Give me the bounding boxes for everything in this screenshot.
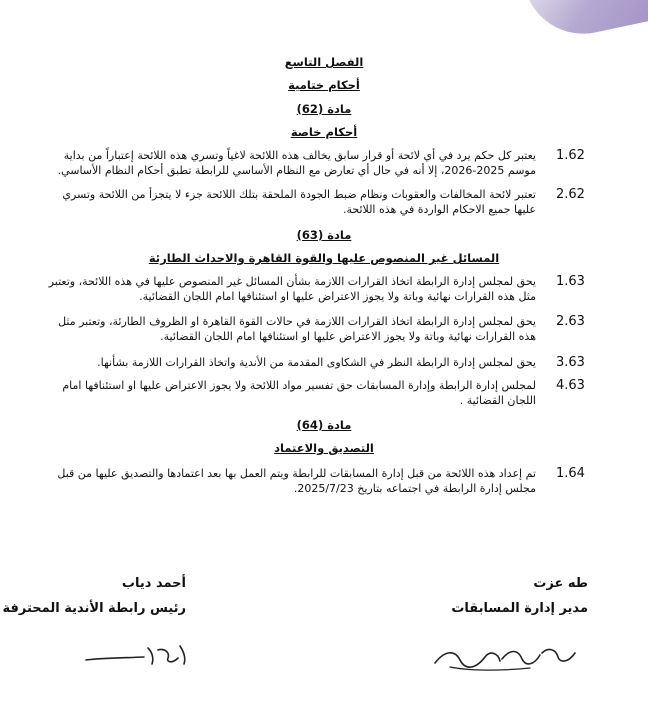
chapter-title: الفصل التاسع: [284, 55, 364, 69]
clause-text: يعتبر كل حكم يرد في أي لائحة أو قرار سابق يخالف هذه اللائحة لاغياً وتسري هذه اللائحة إعتباراً من بداية موسم 2025-2026، إلا أنه في حال أي تعارض مع النظام الأساسي للرابطة تطبق أحكام النظام الأساسي.: [57, 149, 536, 177]
chapter-subtitle: أحكام ختامية: [288, 78, 360, 92]
clause-text: يحق لمجلس إدارة الرابطة اتخاذ القرارات اللازمة في حالات القوة القاهرة او الظروف الطارئة، وتعتبر مثل هذه القرارات نهائية وباتة ولا يجوز الاعتراض عليها او استئنافها امام اللجان القضائية.: [58, 315, 536, 343]
article-64-heading: مادة (64): [296, 418, 352, 432]
article-62-subheading: أحكام خاصة: [290, 125, 358, 139]
clause-number: 1.63: [556, 274, 585, 289]
clause-number: 1.64: [556, 466, 585, 481]
signatory-title: مدير إدارة المسابقات: [451, 601, 588, 616]
article-63-subheading: المسائل غير المنصوص عليها والقوة القاهرة والاحداث الطارئة: [148, 251, 500, 265]
article-63-heading: مادة (63): [296, 228, 352, 242]
clause-text: تعتبر لائحة المخالفات والعقوبات ونظام ضبط الجودة الملحقة بتلك اللائحة جزء لا يتجزأ من اللائحة وتسري عليها جميع الاحكام الواردة في هذه اللائحة.: [62, 188, 536, 216]
clause-text: تم إعداد هذه اللائحة من قبل إدارة المسابقات للرابطة ويتم العمل بها بعد اعتمادها والتصديق عليها من قبل مجلس إدارة الرابطة في اجتماعه بتاريخ 2025/7/23.: [57, 467, 536, 495]
article-62-heading: مادة (62): [296, 102, 352, 116]
handwritten-signature-left-icon: [430, 635, 580, 675]
clause-text: لمجلس إدارة الرابطة وإدارة المسابقات حق تفسير مواد اللائحة ولا يجوز الاعتراض عليها او استئنافها امام اللجان القضائية .: [62, 379, 536, 407]
signatory-title: رئيس رابطة الأندية المحترفة: [2, 601, 186, 616]
article-64-subheading: التصديق والاعتماد: [274, 441, 374, 455]
clause-text: يحق لمجلس إدارة الرابطة اتخاذ القرارات اللازمة بشأن المسائل غير المنصوص عليها في هذه اللائحة، وتعتبر مثل هذه القرارات نهائية وباتة ولا يجوز الاعتراض عليها او استئنافها امام اللجان القضائية.: [48, 275, 536, 303]
handwritten-signature-right-icon: [82, 640, 192, 670]
clause-text: يحق لمجلس إدارة الرابطة النظر في الشكاوى المقدمة من الأندية واتخاذ القرارات اللازمة بشأنها.: [97, 356, 536, 369]
clause-number: 4.63: [556, 378, 585, 393]
clause-number: 3.63: [556, 355, 585, 370]
signatory-league-president: [3, 576, 187, 616]
clause-number: 2.63: [556, 314, 585, 329]
signatory-competitions-director: [451, 576, 588, 616]
clause-number: 1.62: [556, 148, 585, 163]
clause-number: 2.62: [556, 187, 585, 202]
signatory-name: طه عزت: [533, 576, 588, 591]
signatory-name: أحمد دياب: [121, 576, 186, 591]
